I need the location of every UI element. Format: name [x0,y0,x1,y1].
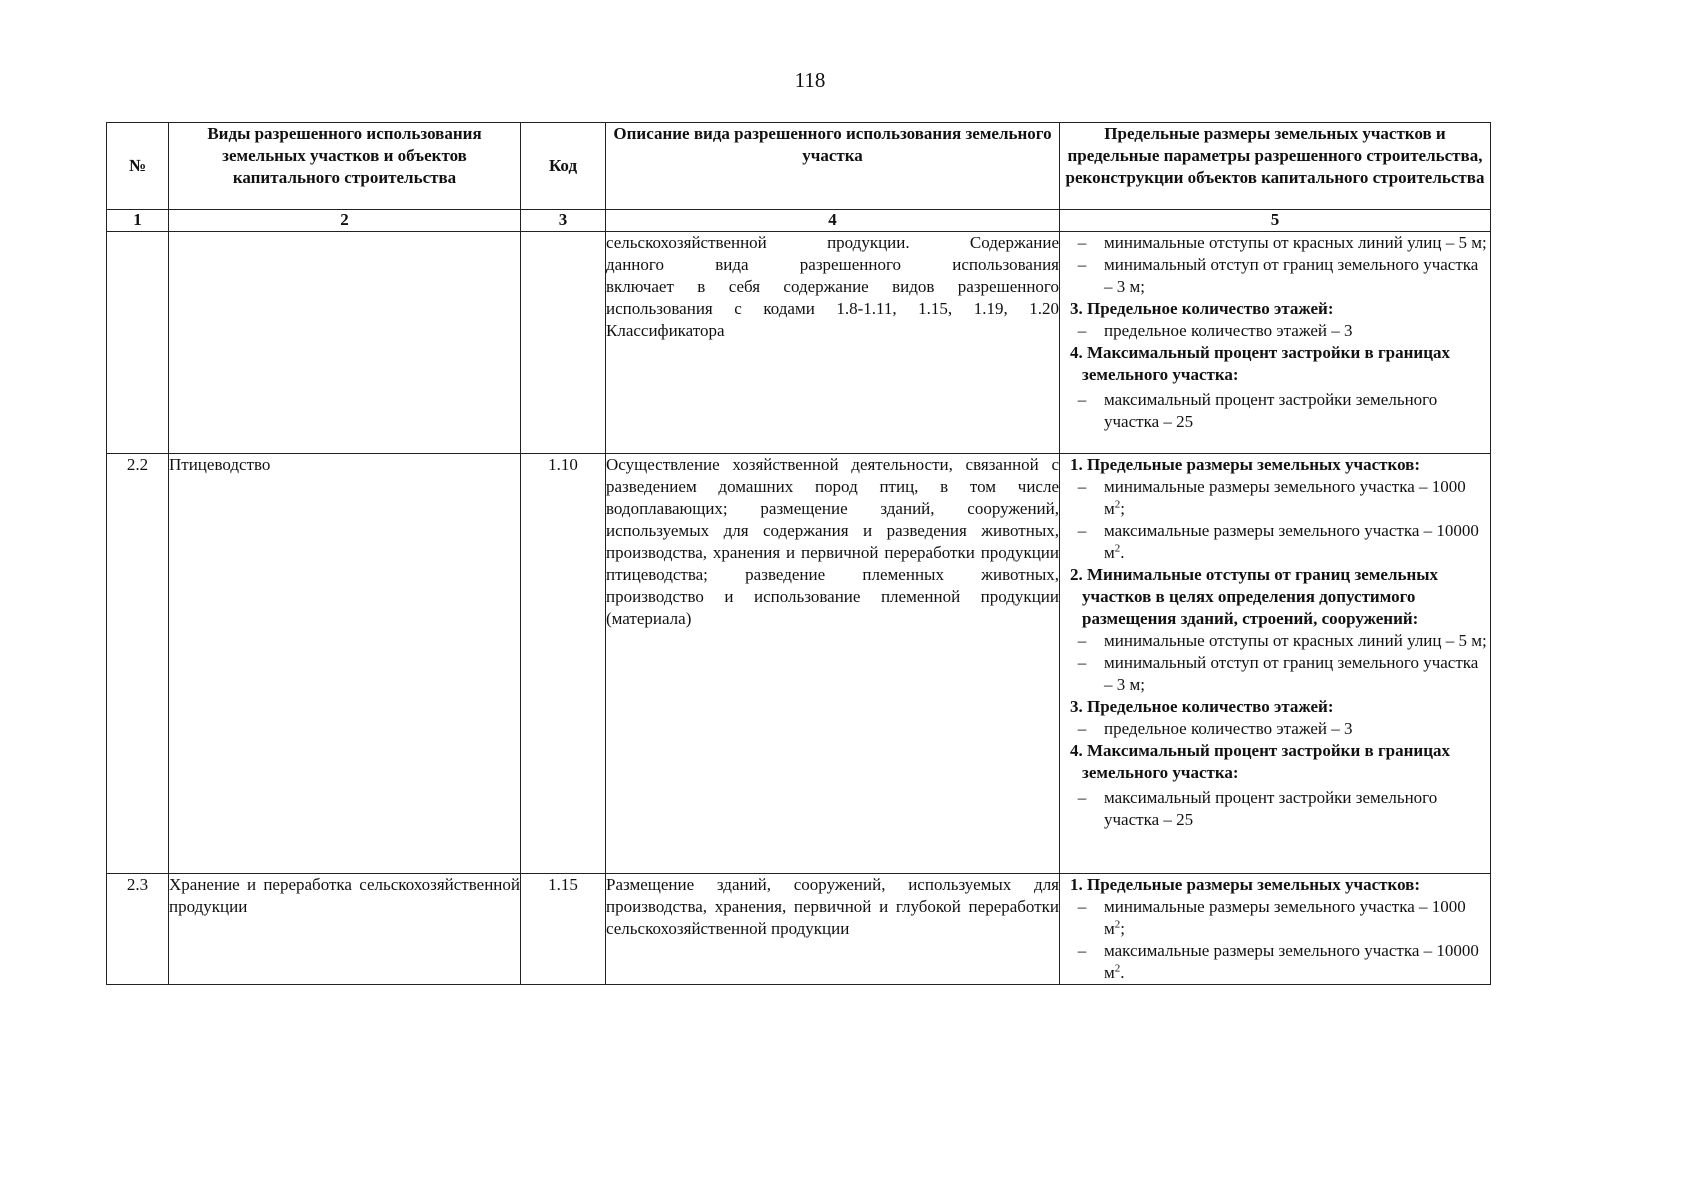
parameter-heading: 4. Максимальный процент застройки в границах земельного участка: [1070,741,1451,782]
column-header-code: Код [521,123,606,210]
table-row-continuation [107,232,1491,454]
column-header-parameters: Предельные размеры земельных участков и предельные параметры разрешенного строительства, реконструкции объектов капитального строительства [1060,123,1491,210]
parameter-item: – максимальный процент застройки земельного участка – 25 [1060,389,1490,433]
parameter-item: – предельное количество этажей – 3 [1060,320,1490,342]
page-number: 118 [794,68,826,92]
parameter-item: – максимальные размеры земельного участка – 10000 $м^2$. [1060,940,1490,984]
parameter-heading: 1. Предельные размеры земельных участков: [1070,455,1421,474]
description-line: Классификатора [606,321,725,340]
dash-bullet: – [1077,521,1087,540]
dash-bullet: – [1077,477,1087,496]
parameter-item: – максимальный процент застройки земельного участка – 25 [1060,787,1490,831]
zoning-regulations-table [106,122,1491,985]
dash-bullet: – [1077,390,1087,409]
cell-code [521,232,606,454]
column-number: 1 [107,210,169,232]
dash-bullet: – [1077,233,1087,252]
column-header-number: № [107,123,169,210]
cell-description [606,232,1060,454]
parameter-item: – минимальный отступ от границ земельного участка – 3 м; [1060,254,1490,298]
cell-number: 2.3 [107,874,169,985]
cell-code: 1.10 [521,454,606,874]
parameter-item: – минимальные размеры земельного участка – 1000 $м^2$; [1060,476,1490,520]
parameter-item: – предельное количество этажей – 3 [1060,718,1490,740]
parameter-heading: 4. Максимальный процент застройки в границах земельного участка: [1070,343,1451,384]
parameter-item: – минимальные отступы от красных линий улиц – 5 м; [1060,232,1490,254]
cell-description: Размещение зданий, сооружений, используемых для производства, хранения, первичной и глубокой переработки сельскохозяйственной продукции [606,874,1060,985]
description-line: включает в себя содержание видов разрешенного [606,277,1059,296]
cell-code: 1.15 [521,874,606,985]
dash-bullet: – [1077,631,1087,650]
description-line: сельскохозяйственной продукции. Содержание [606,233,1059,252]
column-header-use-type: Виды разрешенного использования земельных участков и объектов капитального строительства [169,123,521,210]
parameter-heading: 3. Предельное количество этажей: [1070,697,1334,716]
dash-bullet: – [1077,941,1087,960]
cell-parameters [1060,874,1491,985]
parameter-item: – максимальные размеры земельного участка – 10000 $м^2$. [1060,520,1490,564]
cell-number: 2.2 [107,454,169,874]
dash-bullet: – [1077,321,1087,340]
dash-bullet: – [1077,788,1087,807]
description-line: данного вида разрешенного использования [606,255,1059,274]
column-number: 5 [1060,210,1491,232]
dash-bullet: – [1077,255,1087,274]
column-number: 2 [169,210,521,232]
parameter-item: – минимальные размеры земельного участка – 1000 $м^2$; [1060,896,1490,940]
cell-use-type [169,232,521,454]
cell-parameters [1060,232,1491,454]
column-number: 4 [606,210,1060,232]
cell-number [107,232,169,454]
parameter-item: – минимальные отступы от красных линий улиц – 5 м; [1060,630,1490,652]
cell-description: Осуществление хозяйственной деятельности, связанной с разведением домашних пород птиц, в том числе водоплавающих; размещение зданий, сооружений, используемых для содержания и разведения животных, производства, хранения и первичной переработки продукции птицеводства; разведение племенных животных, производство и использование племенной продукции (материала) [606,454,1060,874]
column-number-row [107,210,1491,232]
cell-use-type: Птицеводство [169,454,521,874]
parameter-heading: 3. Предельное количество этажей: [1070,299,1334,318]
dash-bullet: – [1077,719,1087,738]
cell-parameters [1060,454,1491,874]
parameter-item: – минимальный отступ от границ земельного участка – 3 м; [1060,652,1490,696]
column-header-description: Описание вида разрешенного использования земельного участка [606,123,1060,210]
table-row-2-3 [107,874,1491,985]
parameter-heading: 2. Минимальные отступы от границ земельных участков в целях определения допустимого размещения зданий, строений, сооружений: [1070,565,1439,628]
cell-use-type: Хранение и переработка сельскохозяйственной продукции [169,874,521,985]
table-row-2-2 [107,454,1491,874]
dash-bullet: – [1077,897,1087,916]
dash-bullet: – [1077,653,1087,672]
column-number: 3 [521,210,606,232]
table-header-row [107,123,1491,210]
description-line: использования с кодами 1.8-1.11, 1.15, 1.19, 1.20 [606,299,1059,318]
parameter-heading: 1. Предельные размеры земельных участков: [1070,875,1421,894]
